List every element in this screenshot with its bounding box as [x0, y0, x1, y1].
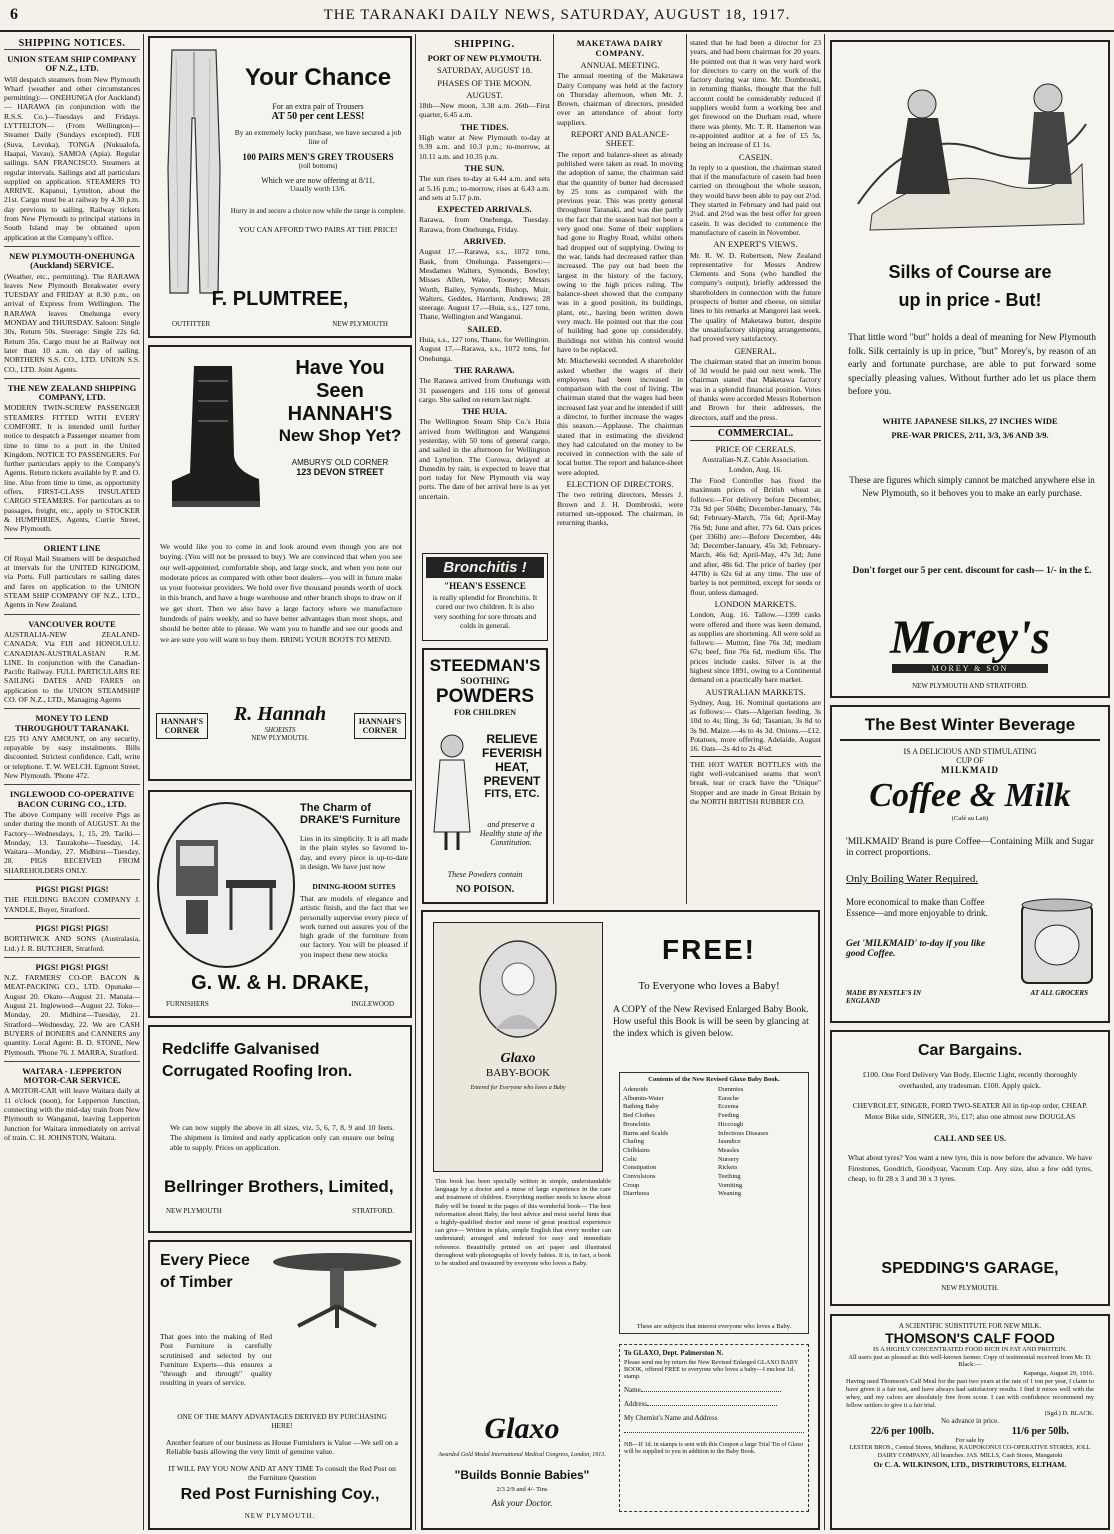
- redpost-body: That goes into the making of Red Post Furniture is carefully scrutinised and selected by our Furniture Experts—this ensures a "through and through" quality resulting in years of service.: [160, 1332, 272, 1388]
- notice-heading: PIGS! PIGS! PIGS!: [35, 961, 109, 972]
- plumtree-line9: YOU CAN AFFORD TWO PAIRS AT THE PRICE!: [238, 225, 398, 234]
- maketawa-p2: The report and balance-sheet as already published were taken as read. In moving the adoption of same, the chairman said that the quantity of butter had decreased by 25 tons as compared with the previous year. This was pretty general throughout Taranaki, and was due partly to the fact that the season had not been a very good one. Some of their suppliers had gone to Rugby Road, whilst others had dropped out of supplying. Owing to the war, lands had decreased rather than increased. The pay out had been the largest in the history of the factory, owing to the high prices ruling. The balance-sheet showed that the company was in a good position, its buildings, plant, etc., having been written down very much. He pointed out that the cost of building had gone up considerably. Buildings not within his control would have to be replaced.: [557, 149, 683, 354]
- contents-item: Eczema: [718, 1103, 739, 1111]
- hannah-addr2: 123 DEVON STREET: [296, 467, 384, 477]
- thomson-distributor: Or C. A. WILKINSON, LTD., DISTRIBUTORS, ELTHAM.: [873, 1460, 1067, 1470]
- notice-block: [4, 1061, 140, 1146]
- morey-logo: Morey's: [890, 611, 1050, 664]
- plumtree-headline: Your Chance: [244, 64, 392, 91]
- glaxo-cover-title: BABY-BOOK: [485, 1067, 551, 1079]
- hannah-logo-town: NEW PLYMOUTH.: [251, 734, 309, 742]
- contents-item: Diarrhoea: [623, 1190, 649, 1198]
- morey-logo-sub: MOREY & SON: [892, 664, 1048, 673]
- glaxo-price: 2/3 2/9 and 4/- Tins: [496, 1486, 548, 1493]
- notice-block: [4, 538, 140, 614]
- plumtree-line4: 100 PAIRS MEN'S GREY TROUSERS: [242, 152, 394, 162]
- thomson-sub: IS A HIGHLY CONCENTRATED FOOD RICH IN FAT AND PROTEIN.: [873, 1346, 1067, 1353]
- morey-body: That little word "but" holds a deal of meaning for New Plymouth folk. Silk certainly is up in price, "but" Morey's, by reason of an early and fortunate purchase, are able to put forward some specially pleasing values. Without further ado let us place them before you.: [848, 333, 1096, 397]
- contents-item: Vomiting: [718, 1181, 743, 1189]
- contents-item: Chilblains: [623, 1146, 650, 1154]
- steedman-l7: PREVENT: [483, 774, 541, 788]
- spedding-p2: CHEVROLET, SINGER, FORD TWO-SEATER All in tip-top order, CHEAP. Motor Bike side, SINGER, 3½, £17; also one almost new DOUGLAS: [852, 1101, 1088, 1121]
- glaxo-coupon-body: Please send me by return the New Revised Enlarged GLAXO BABY BOOK, offered FREE to everyone who loves a baby—I enclose 1d. stamp.: [624, 1359, 799, 1380]
- baby-portrait-icon: [478, 939, 558, 1039]
- boot-illustration-icon: [164, 361, 264, 511]
- morey-silk2: PRE-WAR PRICES, 2/11, 3/3, 3/6 AND 3/9.: [891, 430, 1049, 440]
- shipping-expected: Rarawa, from Onehunga, Tuesday. Rarawa, from Onehunga, Friday.: [419, 215, 550, 234]
- redpost-title2: of Timber: [160, 1274, 233, 1291]
- notice-text: Of Royal Mail Steamers will be despatched at intervals for the UNITED KINGDOM, via Ports. Full particulars re sailing dates and fares on application to the UNION STEAM SHIP COMPANY OF N.Z., LTD., Agents in New Zealand.: [4, 553, 140, 610]
- milkmaid-sub1: IS A DELICIOUS AND STIMULATING: [903, 747, 1037, 756]
- milkmaid-sub2: CUP OF: [956, 756, 984, 765]
- redcliffe-town: NEW PLYMOUTH: [166, 1207, 222, 1215]
- notice-heading: PIGS! PIGS! PIGS!: [35, 922, 109, 933]
- drake-sub: DINING-ROOM SUITES: [312, 882, 396, 891]
- hannah-line1: Have You: [295, 357, 385, 379]
- plumtree-name: F. PLUMTREE,: [211, 288, 349, 310]
- cereals-source: Australian-N.Z. Cable Association. London, Aug. 16.: [702, 455, 809, 474]
- page-number: 6: [10, 6, 18, 23]
- glaxo-left-text: This book has been specially written in simple, understandable language by a doctor and a nurse of large experience in the care and treatment of children. Everything mother needs to know about Baby will be found in the pages of this wonderful book— The best information about Baby, the best advice and most useful hints that a highly-qualified doctor and nurse of great practical experience can give— Written in plain, simple English that every mother can understand; arranged and indexed for easy and immediate reference. Beautifully printed on art paper and illustrated throughout with photographs of lovely babies. It is, in fact, a book to be studied and treasured by everyone who loves a Baby.: [435, 1178, 611, 1268]
- milkmaid-product: Coffee & Milk: [869, 777, 1071, 814]
- notice-block: [4, 49, 140, 246]
- milkmaid-l3: More economical to make than Coffee Essence—and more enjoyable to drink.: [846, 897, 988, 918]
- spedding-p1: £100. One Ford Delivery Van Body, Electric Light, recently thoroughly overhauled, any tradesman. £100. Apply quick.: [862, 1070, 1078, 1090]
- steedman-l10: These Powders contain: [447, 870, 523, 879]
- hannah-shop-ad: [148, 345, 412, 781]
- notice-text: Will despatch steamers from New Plymouth Wharf (weather and other circumstances permitting):— ONEHUNGA (for Auckland)— HARAWA (in conjunction with the R.S.S. Co.)—Tuesdays and Fridays. LYTTELTON— (From Wellington)— Steamer Daily (Sundays excepted). FIJI (Suva, Levuka), TONGA (Nukualofa, Haapai, Vavau), SAMOA (Apia). Regular sailings. SAN FRANCISCO. Steamers at regular intervals. Sailings and all particulars supplied on application. STEAMERS TO ARRIVE. Kapanui, Lyttelton, about the 21st. Cargo must be at railway by 4.30 p.m. day previous to sailing. Railway tickets from New Plymouth to principal stations in South Island may be obtained upon application at the Company's office.: [4, 74, 140, 242]
- hannah-line2: Seen: [316, 380, 364, 402]
- thomson-signed: (Sgd.) D. BLACK.: [1044, 1410, 1094, 1417]
- notice-block: [4, 957, 140, 1061]
- shipping-tides-heading: THE TIDES.: [460, 121, 509, 132]
- shipping-month: AUGUST.: [466, 89, 503, 100]
- notice-heading: INGLEWOOD CO-OPERATIVE BACON CURING CO., LTD.: [9, 789, 135, 809]
- contents-item: Jaundice: [718, 1138, 741, 1146]
- glaxo-cover-logo: Glaxo: [500, 1051, 536, 1066]
- bronchitis-brand: "HEAN'S ESSENCE: [444, 581, 526, 591]
- notice-text: £25 TO ANY AMOUNT, on any security, repayable by easy instalments. Bills discounted. Strictest confidence. Call, write or telephone. T. W. WELCH. Egmont Street, New Plymouth. 'Phone 472.: [4, 733, 140, 781]
- milkmaid-brand: MILKMAID: [941, 765, 999, 775]
- steedman-l4: RELIEVE: [486, 732, 538, 746]
- redpost-town: NEW PLYMOUTH.: [244, 1512, 316, 1520]
- notice-block: [4, 246, 140, 378]
- spedding-garage-ad: [830, 1030, 1110, 1306]
- drake-town: INGLEWOOD: [351, 1000, 394, 1008]
- notice-heading: THE NEW ZEALAND SHIPPING COMPANY, LTD.: [7, 382, 137, 403]
- morey-body2: These are figures which simply cannot be matched anywhere else in New Plymouth, so it behoves you to make an early purchase.: [849, 475, 1095, 498]
- shipping-sun-heading: THE SUN.: [464, 162, 505, 173]
- thomson-calf-food-ad: [830, 1314, 1110, 1530]
- steedman-l6: HEAT,: [495, 760, 529, 774]
- masthead: [0, 0, 1114, 32]
- notice-block: [4, 918, 140, 957]
- steedman-l3: FOR CHILDREN: [453, 708, 516, 717]
- bronchitis-text: is really splendid for Bronchitis. It cured our two children. It is also very soothing for sore throats and colds in general.: [432, 593, 538, 630]
- contents-item: Bathing Baby: [623, 1103, 659, 1111]
- thomson-letter: Having used Thomson's Calf Meal for the past two years at the rate of 1 ton per year, I claim to have given it a fair test, and have always had satisfactory results. I find it mixes well with the whey, and my calves are absolutely free from scour. I can with confidence recommend my fellow settlers to give it a fair trial.: [846, 1378, 1094, 1409]
- morey-towns: NEW PLYMOUTH AND STRATFORD.: [912, 682, 1028, 690]
- spedding-name: SPEDDING'S GARAGE,: [881, 1260, 1059, 1277]
- glaxo-coupon-to: To GLAXO, Dept. Palmerston N.: [624, 1349, 724, 1357]
- glaxo-contents-title: Contents of the New Revised Glaxo Baby Book.: [648, 1076, 780, 1083]
- morey-discount: Don't forget our 5 per cent. discount for cash— 1/- in the £.: [852, 566, 1092, 576]
- newspaper-title: THE TARANAKI DAILY NEWS, SATURDAY, AUGUST 18, 1917.: [323, 7, 791, 23]
- notice-text: AUSTRALIA-NEW ZEALAND-CANADA. Via FIJI and HONOLULU. CANADIAN-AUSTRALASIAN R.M. LINE. In conjunction with the Canadian-Pacific Railway. FULL PARTICULARS RE SAILING DATES AND FARES on application to the UNION STEAMSHIP CO. OF N.Z., LTD., Managing Agents: [4, 629, 140, 704]
- shipping-sailed-heading: SAILED.: [467, 323, 502, 334]
- shipping-notices-list: [4, 49, 140, 1146]
- col4-casein-heading: CASEIN.: [738, 151, 773, 162]
- steedman-l9: and preserve a Healthy state of the Constitution.: [479, 820, 543, 847]
- col4-expert-heading: AN EXPERT'S VIEWS.: [713, 239, 798, 250]
- milkmaid-l1: 'MILKMAID' Brand is pure Coffee—Containing Milk and Sugar in correct proportions.: [846, 837, 1094, 858]
- contents-item: Chafing: [623, 1138, 644, 1146]
- plumtree-line6: Which we are now offering at 8/11.: [261, 176, 375, 185]
- redpost-adv: ONE OF THE MANY ADVANTAGES DERIVED BY PURCHASING HERE!: [177, 1412, 387, 1430]
- thomson-price2: 11/6 per 50lb.: [1011, 1426, 1070, 1437]
- shipping-moon: 18th—New moon, 3.38 a.m. 26th—First quarter, 6.45 a.m.: [419, 101, 550, 120]
- notice-heading: MONEY TO LEND THROUGHOUT TARANAKI.: [15, 713, 129, 733]
- steedman-l8: FITS, ETC.: [484, 788, 540, 800]
- drake-body2: That are models of elegance and artistic finish, and the fact that we personally supervise every piece of work turned out assures you of the high grade of the furniture from our factory. You will be pleased if you inspect these new stocks: [300, 894, 408, 959]
- steedman-brand: STEEDMAN'S: [429, 656, 541, 675]
- notice-heading: VANCOUVER ROUTE: [28, 618, 116, 629]
- child-illustration-icon: [430, 732, 474, 852]
- australian-markets-text: Sydney, Aug. 16. Nominal quotations are as follows:— Oats—Algerian feeding, 3s 10d to 4s; lling, 3s 6d; Tasanian, 3s 8d to 3s 9d. Maize.—4s to 4s 3d. Onions.—£12. Potatoes, more offering. Adelaide, August 16. Oats—2s 4d to 2s 4½d.: [690, 697, 821, 754]
- milkmaid-l2: Only Boiling Water Required.: [846, 873, 979, 885]
- milkmaid-coffee-ad: [830, 705, 1110, 1023]
- maketawa-h2: REPORT AND BALANCE-SHEET.: [570, 129, 670, 149]
- glaxo-ask: Ask your Doctor.: [491, 1498, 553, 1508]
- glaxo-slogan: "Builds Bonnie Babies": [454, 1468, 590, 1482]
- shipping-huia: The Wellington Steam Ship Co.'s Huia arrived from Wellington and Wanganui yesterday, with 50 tons of general cargo, and sailed in the afternoon for Wellington and Lyttelton. The Corowa, delayed at Dunedin by rain, is expected to leave that port today for New Plymouth via way ports. The date of her arrival here is as yet uncertain.: [419, 417, 550, 501]
- notice-block: [4, 784, 140, 879]
- milkmaid-l4: Get 'MILKMAID' to-day if you like good Coffee.: [846, 939, 986, 959]
- shipping-expected-heading: EXPECTED ARRIVALS.: [437, 204, 532, 215]
- thomson-advance: No advance in price.: [941, 1417, 999, 1425]
- redcliffe-title: Redcliffe Galvanised: [162, 1041, 320, 1058]
- bronchitis-ad: [422, 553, 548, 641]
- morey-headline2: up in price - But!: [898, 290, 1042, 310]
- shipping-date: SATURDAY, AUGUST 18.: [436, 65, 533, 76]
- morey-silks-ad: [830, 40, 1110, 698]
- contents-item: Nursery: [718, 1155, 739, 1163]
- shipping-arrived-heading: ARRIVED.: [463, 236, 506, 247]
- glaxo-cover-sub: Entered for Everyone who loves a Baby: [470, 1085, 566, 1091]
- contents-item: Croup: [623, 1181, 640, 1189]
- maketawa-column: [557, 38, 683, 904]
- drake-name: G. W. & H. DRAKE,: [191, 972, 369, 994]
- glaxo-coupon-chemist-label: My Chemist's Name and Address: [624, 1414, 718, 1422]
- redpost-name: Red Post Furnishing Coy.,: [180, 1486, 380, 1503]
- notice-text: A MOTOR-CAR will leave Waitara daily at 11 o'clock (noon), for Lepperton Junction, connecting with the mid-day train from New Plymouth to Wanganui, leaving Lepperton Junction for Waitara immediately on arrival of train. C. H. JOHNSTON, Waitara.: [4, 1086, 140, 1142]
- drake-title: The Charm of DRAKE'S Furniture: [300, 802, 401, 826]
- hannah-body: We would like you to come in and look around even though you are not buying. (You will not be pressed to buy). We are convinced that when you see our well-appointed, comfortable shop, and large stock, and when you note our moderate prices as compared with other boot dealers—you will in future make us your footwear providers. We hold over five thousand pounds worth of stock in this branch, and have a huge warehouse and other branch shops to draw on if we get short. Then we also have a large factory where we manufacture hundreds of pairs weekly, and so have better advantages than most shops, and should be better able to please. We want you to handle and see our goods and we are sure you will want to buy them. BRING YOUR BOOTS TO MEND.: [160, 542, 402, 644]
- shipping-arrived: August 17.—Rarawa, s.s., 1072 tons, Bask, from Onehunga. Passengers:— Mesdames Walters, Symonds, Bowley; Misses Allen, Wake, Tooney; Messrs Worth, Bailey, Symonds, Bishop, Muir, Walters, Geddes, Harrison, Andrews; 28 steerage. August 17.—Huia, s.s., 127 tons, Thane, Wellington and Wanganui.: [419, 247, 550, 322]
- redcliffe-town2: STRATFORD.: [352, 1207, 394, 1215]
- notice-text: BORTHWICK AND SONS (Australasia, Ltd.) J. R. BUTCHER, Stratford.: [4, 934, 140, 953]
- notice-block: [4, 708, 140, 784]
- maketawa-p1: The annual meeting of the Maketawa Dairy Company was held at the factory on Thursday afternoon, when Mr. J. Brown, chairman of directors, presided over an attendance of about forty suppliers.: [557, 71, 683, 127]
- redpost-pay: IT WILL PAY YOU NOW AND AT ANY TIME To consult the Red Post on the Furniture Question: [168, 1464, 396, 1482]
- notice-text: MODERN TWIN-SCREW PASSENGER STEAMERS FITTED WITH EVERY COMFORT. It is intended until further notice to despatch a Passenger steamer from time to time to a port in the United Kingdom. NOTICE TO PASSENGERS. For further particulars apply to the Company's Agents. Return tickets available by P. and O. line. Also from time to time, as opportunity offers, FIRST-CLASS INSULATED CARGO STEAMERS. For particulars as to passages, freight, etc., apply to STOCKER & HUMPHRIES, Agents, Currie Street, New Plymouth.: [4, 403, 140, 534]
- thomson-sub2: All users just as pleased as this well-known farmer. Copy of testimonial received from Mr. D. Black:—: [848, 1354, 1092, 1368]
- steedman-l2: POWDERS: [435, 686, 535, 707]
- glaxo-medal: Awarded Gold Medal International Medical Congress, London, 1913.: [438, 1452, 606, 1458]
- glaxo-sub: To Everyone who loves a Baby!: [638, 980, 780, 992]
- morey-headline1: Silks of Course are: [888, 262, 1052, 282]
- glaxo-contents-table: [623, 1086, 805, 1199]
- glaxo-right-text: These are subjects that interest everyone who loves a Baby.: [636, 1323, 792, 1330]
- redpost-title1: Every Piece: [160, 1252, 250, 1269]
- milkmaid-grocers: AT ALL GROCERS: [1030, 989, 1088, 997]
- steedman-l1: SOOTHING: [460, 676, 510, 686]
- red-post-furnishing-ad: [148, 1240, 412, 1530]
- thomson-sup: A SCIENTIFIC SUBSTITUTE FOR NEW MILK.: [898, 1322, 1042, 1330]
- steedman-l11: NO POISON.: [455, 884, 515, 895]
- plumtree-line2: AT 50 per cent LESS!: [271, 111, 365, 122]
- hannah-addr1: AMBURYS' OLD CORNER: [291, 458, 389, 467]
- notice-heading: PIGS! PIGS! PIGS!: [35, 884, 109, 895]
- contents-item: Feeding: [718, 1112, 739, 1120]
- maketawa-p3: Mr. Mischewski seconded. A shareholder asked whether the wages of their employees had been increased in comparison with the cost of living. The chairman stated that the wages had been increased last year and he intended if still a director, to further increase the wages this season.—Applause. The chairman stated that in estimating the dividend they had calculated on the money to be received in connection with the sale of local butter. The report and balance-sheet were adopted.: [557, 356, 683, 477]
- steedman-l5: FEVERISH: [481, 746, 542, 760]
- plumtree-trousers-ad: [148, 36, 412, 338]
- contents-item: Dummies: [718, 1086, 744, 1093]
- col4-p3: Mr. R. W. D. Robertson, New Zealand representative for Messrs Andrew Clements and Sons (who handled the company's output), briefly addressed the shareholders in connection with the future prospects of butter and cheese, on similar lines to his remarks at Mangorei last week. The quality of Maketawa butter, despite the unsatisfactory shipping arrangements, had proved very satisfactory.: [690, 250, 821, 344]
- thomson-sale: For sale by: [955, 1437, 985, 1444]
- glaxo-coupon-note: NB—If 1d. in stamps is sent with this Coupon a large Trial Tin of Glaxo will be supplied to you in addition to the Baby Book.: [624, 1441, 804, 1455]
- lady-with-silk-illustration-icon: [852, 54, 1092, 234]
- bronchitis-head: Bronchitis !: [426, 557, 544, 578]
- plumtree-line7: Usually worth 13/6.: [290, 185, 346, 193]
- london-markets-heading: LONDON MARKETS.: [714, 598, 797, 609]
- glaxo-coupon-name-label: Name: [624, 1386, 641, 1394]
- furniture-oval-illustration-icon: [156, 800, 296, 970]
- shipping-notices-column: [4, 38, 140, 1530]
- hannah-line4: New Shop Yet?: [278, 426, 402, 445]
- maketawa-title: MAKETAWA DAIRY COMPANY.: [576, 38, 664, 58]
- cereals-text: The Food Controller has fixed the maximum prices of British wheat as follows:—For delivery before December, 73s 9d per 504lb; December-January, 74s 6d; February-March, 75s 6d; April-May 76s 9d; June and after, 77s 6d. Oats prices (per 336lb) are:—Before December, 44s 3d; December-January, 45s 3d; February-March, 46s 6d; April-May, 47s 3d; June and after, 48s 6d. The price of barley (per 447lb) is 62s 6d at any time. The use of barley is not permitted, except for seeds or flour, unless damaged.: [690, 476, 821, 597]
- milkmaid-au-lait: (Café au Lait): [951, 815, 989, 822]
- shipping-tides: High water at New Plymouth to-day at 9.39 a.m. and 10.3 p.m.; to-morrow, at 10.11 a.m. and 10.35 p.m.: [419, 133, 550, 161]
- contents-item: Rickets: [718, 1164, 738, 1172]
- hannah-corner-right: HANNAH'S CORNER: [354, 713, 406, 739]
- shipping-phases: PHASES OF THE MOON.: [437, 77, 532, 88]
- notice-heading: ORIENT LINE: [43, 542, 101, 553]
- notice-block: [4, 378, 140, 538]
- drake-body: Lies in its simplicity. It is all made in the plain styles so favored to-day, and every piece is up-to-date in design. We have just now: [300, 834, 408, 871]
- milkmaid-title: The Best Winter Beverage: [840, 715, 1100, 741]
- plumtree-town: NEW PLYMOUTH: [332, 320, 388, 328]
- redcliffe-name: Bellringer Brothers, Limited,: [164, 1177, 394, 1196]
- redcliffe-roofing-ad: [148, 1025, 412, 1233]
- thomson-price1: 22/6 per 100lb.: [870, 1426, 934, 1437]
- notice-text: The above Company will receive Pigs as under during the month of AUGUST. At the Factory—Wednesdays, 1, 15, 29. Tariki—Monday, 13. Taurakohe—Tuesday, 14. Waitara—Monday, 27. Midhirst—Tuesday, 28. PIGS RECEIVED FROM SHAREHOLDERS ONLY.: [4, 809, 140, 875]
- notice-heading: WAITARA - LEPPERTON MOTOR-CAR SERVICE.: [22, 1065, 122, 1086]
- maketawa-h3: ELECTION OF DIRECTORS.: [566, 479, 674, 490]
- glaxo-free: FREE!: [662, 934, 756, 965]
- glaxo-baby-book-ad: [421, 910, 820, 1530]
- cereals-heading: PRICE OF CEREALS.: [715, 444, 796, 455]
- plumtree-line3: By an extremely lucky purchase, we have secured a job line of: [234, 128, 402, 146]
- redcliffe-title2: Corrugated Roofing Iron.: [162, 1063, 353, 1080]
- thomson-title: THOMSON'S CALF FOOD: [885, 1330, 1055, 1346]
- notice-text: THE FEILDING BACON COMPANY J. YANDLE, Buyer, Stratford.: [4, 895, 140, 914]
- notice-text: N.Z. FARMERS' CO-OP. BACON & MEAT-PACKING CO., LTD. Opunake—August 20. Okato—August 21. Manaia—August 21. Inglewood—August 22. Toko—Monday, 20. Midhirst—Tuesday, 21. Stratford—Wednesday, 22. We are CASH BUYERS of BONERS and CANNERS any quantity. Local Agent: B. D. STONE, New Plymouth. 'Phone 76. J. MARRA, Stratford.: [4, 973, 140, 1057]
- drake-trade: FURNISHERS: [166, 1000, 209, 1008]
- spedding-p3: CALL AND SEE US.: [933, 1134, 1007, 1143]
- shipping-sun: The sun rises to-day at 6.44 a.m. and sets at 5.16 p.m.; to-morrow, rises at 6.43 a.m. and sets at 5.17 p.m.: [419, 174, 550, 202]
- contents-item: Infectious Diseases: [718, 1129, 769, 1137]
- plumtree-trade: OUTFITTER: [172, 320, 211, 328]
- contents-item: Adenoids: [623, 1086, 648, 1093]
- col4-general-heading: GENERAL.: [734, 345, 777, 356]
- contents-item: Burns and Scalds: [623, 1129, 669, 1137]
- contents-item: Earache: [718, 1094, 739, 1102]
- col4-p2: In reply to a question, the chairman stated that if the manufacture of casein had been carried on throughout the whole season, they would have been able to pay out 2½d. They started in February and had paid out 2¼d. and 2½d was the best offer for green casein. It was decided to commence the manufacture of casein in November.: [690, 162, 821, 237]
- maketawa-p4: The two retiring directors, Messrs J. Brown and J. H. Dombroski, were returned un-opposed. The chairman, in returning thanks,: [557, 490, 683, 528]
- spedding-p4: What about tyres? You want a new tyre, this is now before the advance. We have Firestones, Goodrich, Goodyear, Vacuum Cup. Any size, also a few odd tyres, cheap, to fit 28 x 3 and 30 x 3 tyres.: [848, 1153, 1092, 1183]
- plumtree-line1: For an extra pair of Trousers: [272, 102, 364, 111]
- shipping-rarawa-heading: THE RARAWA.: [454, 364, 515, 375]
- shipping-title: SHIPPING.: [454, 38, 515, 50]
- redpost-body2: Another feature of our business as House Furnishers is Value —We sell on a Reliable basis allowing the very limit of genuine value.: [166, 1438, 398, 1457]
- contents-item: Colic: [623, 1155, 638, 1163]
- commercial-column: [690, 38, 821, 904]
- shipping-notices-title: SHIPPING NOTICES.: [18, 38, 126, 49]
- shipping-column: [419, 38, 550, 538]
- shipping-port: PORT OF NEW PLYMOUTH.: [427, 53, 542, 63]
- contents-item: Measles: [718, 1146, 740, 1154]
- london-markets-text: London, Aug. 16. Tallow.—1399 casks were offered and there was keen demand, as supplies are shortening. All were sold as follows:— Mutton, fine 76s 3d; medium 67s; beef, fine 76s 6d, medium 65s. The prices include casks. Silver is at the highest since 1891, owing to a Continental demand on a practically bare market.: [690, 610, 821, 685]
- milkmaid-tin-icon: [1018, 897, 1096, 987]
- redcliffe-body: We can now supply the above in all sizes, viz. 5, 6, 7, 8, 9 and 10 feets. The shipment is limited and early application only can ensure our being able to supply. Prices on application.: [170, 1123, 394, 1152]
- maketawa-sub: ANNUAL MEETING.: [580, 60, 660, 70]
- steedman-powders-ad: [422, 648, 548, 904]
- glaxo-logo: Glaxo: [484, 1412, 560, 1445]
- plumtree-line5: (roll bottoms): [298, 162, 338, 170]
- shipping-sailed: Huia, s.s., 127 tons, Thane, for Wellington. August 17.—Rarawa, s.s., 1072 tons, for Onehunga.: [419, 335, 550, 363]
- spedding-town: NEW PLYMOUTH.: [941, 1284, 999, 1292]
- commercial-heading: COMMERCIAL.: [690, 426, 821, 441]
- contents-item: Bronchitis: [623, 1120, 651, 1128]
- contents-item: Hiccough: [718, 1120, 744, 1128]
- hot-water-bottle-notice: THE HOT WATER BOTTLES with the tight well-vulcanised seams that won't break, tear or crack have the "Unique" Stopper and are made in Great Britain by the NORTH BRITISH RUBBER CO.: [690, 756, 821, 806]
- notice-heading: NEW PLYMOUTH-ONEHUNGA (Auckland) SERVICE.: [9, 250, 135, 271]
- australian-markets-heading: AUSTRALIAN MARKETS.: [705, 686, 806, 697]
- notice-heading: UNION STEAM SHIP COMPANY OF N.Z., LTD.: [7, 54, 137, 74]
- notice-block: [4, 879, 140, 918]
- thomson-sellers: LESTER BROS., Central Stores, Midhirst, KAUPOKONUI CO-OPERATIVE STORES, JOLL DAIRY COMPANY, All branches. JAS. MILLS, Cash Stores, Mangatoki: [849, 1444, 1091, 1459]
- shipping-rarawa: The Rarawa arrived from Onehunga with 31 passengers and 116 tons of general cargo. She sailed on return last night.: [419, 376, 550, 404]
- trousers-illustration-icon: [164, 48, 224, 298]
- milkmaid-made: MADE BY NESTLE'S IN ENGLAND: [846, 989, 922, 1005]
- hannah-logo-sub: SHOEISTS: [264, 726, 296, 734]
- plumtree-line8: Hurry in and secure a choice now while the range is complete.: [230, 207, 406, 215]
- table-illustration-icon: [268, 1250, 406, 1330]
- hannah-corner-left: HANNAH'S CORNER: [156, 713, 208, 739]
- spedding-title: Car Bargains.: [917, 1042, 1023, 1059]
- col4-p1: stated that he had been a director for 23 years, and had been chairman for 20 years. He pointed out that it was very hard work for directors to carry on the work of the factory during war time. Mr. Dombroski, in returning thanks, thought that the full account could be considerably reduced if suppliers would form a working bee and get firewood on the Durham road, where there was plenty. Mr. T. R. Hamerton was re-appointed auditor at a fee of £5 5s, being an increase of £1 1s.: [690, 38, 821, 150]
- morey-silk1: WHITE JAPANESE SILKS, 27 INCHES WIDE: [882, 416, 1058, 426]
- col4-p4: The chairman stated that an interim bonus of 3d would be paid out next week. The chairman stated that Maketawa factory was in a splendid financial position. Votes of thanks were accorded Messrs Robertson and Brown for their addresses, the directors, staff and the press.: [690, 356, 821, 422]
- contents-item: Bed Clothes: [623, 1112, 655, 1120]
- thomson-letter-place: Kapanga, August 29, 1916.: [1023, 1370, 1094, 1377]
- glaxo-coupon-address-label: Address: [624, 1400, 647, 1408]
- contents-item: Convulsions: [623, 1173, 656, 1181]
- shipping-huia-heading: THE HUIA.: [462, 406, 507, 417]
- hannah-logo: R. Hannah: [233, 703, 327, 725]
- notice-block: [4, 614, 140, 709]
- contents-item: Teething: [718, 1173, 741, 1181]
- contents-item: Weaning: [718, 1190, 741, 1198]
- drake-furniture-ad: [148, 790, 412, 1018]
- contents-item: Albumin-Water: [623, 1094, 664, 1102]
- notice-text: (Weather, etc., permitting). The RARAWA leaves New Plymouth Breakwater every TUESDAY and FRIDAY at 8.30 p.m., on arrival of Express from Wellington. The RARAWA leaves Onehunga every MONDAY and THURSDAY. Saloon: Single 30s, Return 50s. Steerage: Single 22s 6d, Return 35s. Cargo must be at Railway not later than 10 a.m. on day of sailing. NORTHERN S.S. CO., LTD. UNION S.S. CO., LTD. Joint Agents.: [4, 271, 140, 374]
- glaxo-body: A COPY of the New Revised Enlarged Baby Book. How useful this Book is will be seen by glancing at the index which is given below.: [613, 1005, 809, 1039]
- hannah-line3: HANNAH'S: [287, 403, 393, 425]
- contents-item: Constipation: [623, 1164, 657, 1172]
